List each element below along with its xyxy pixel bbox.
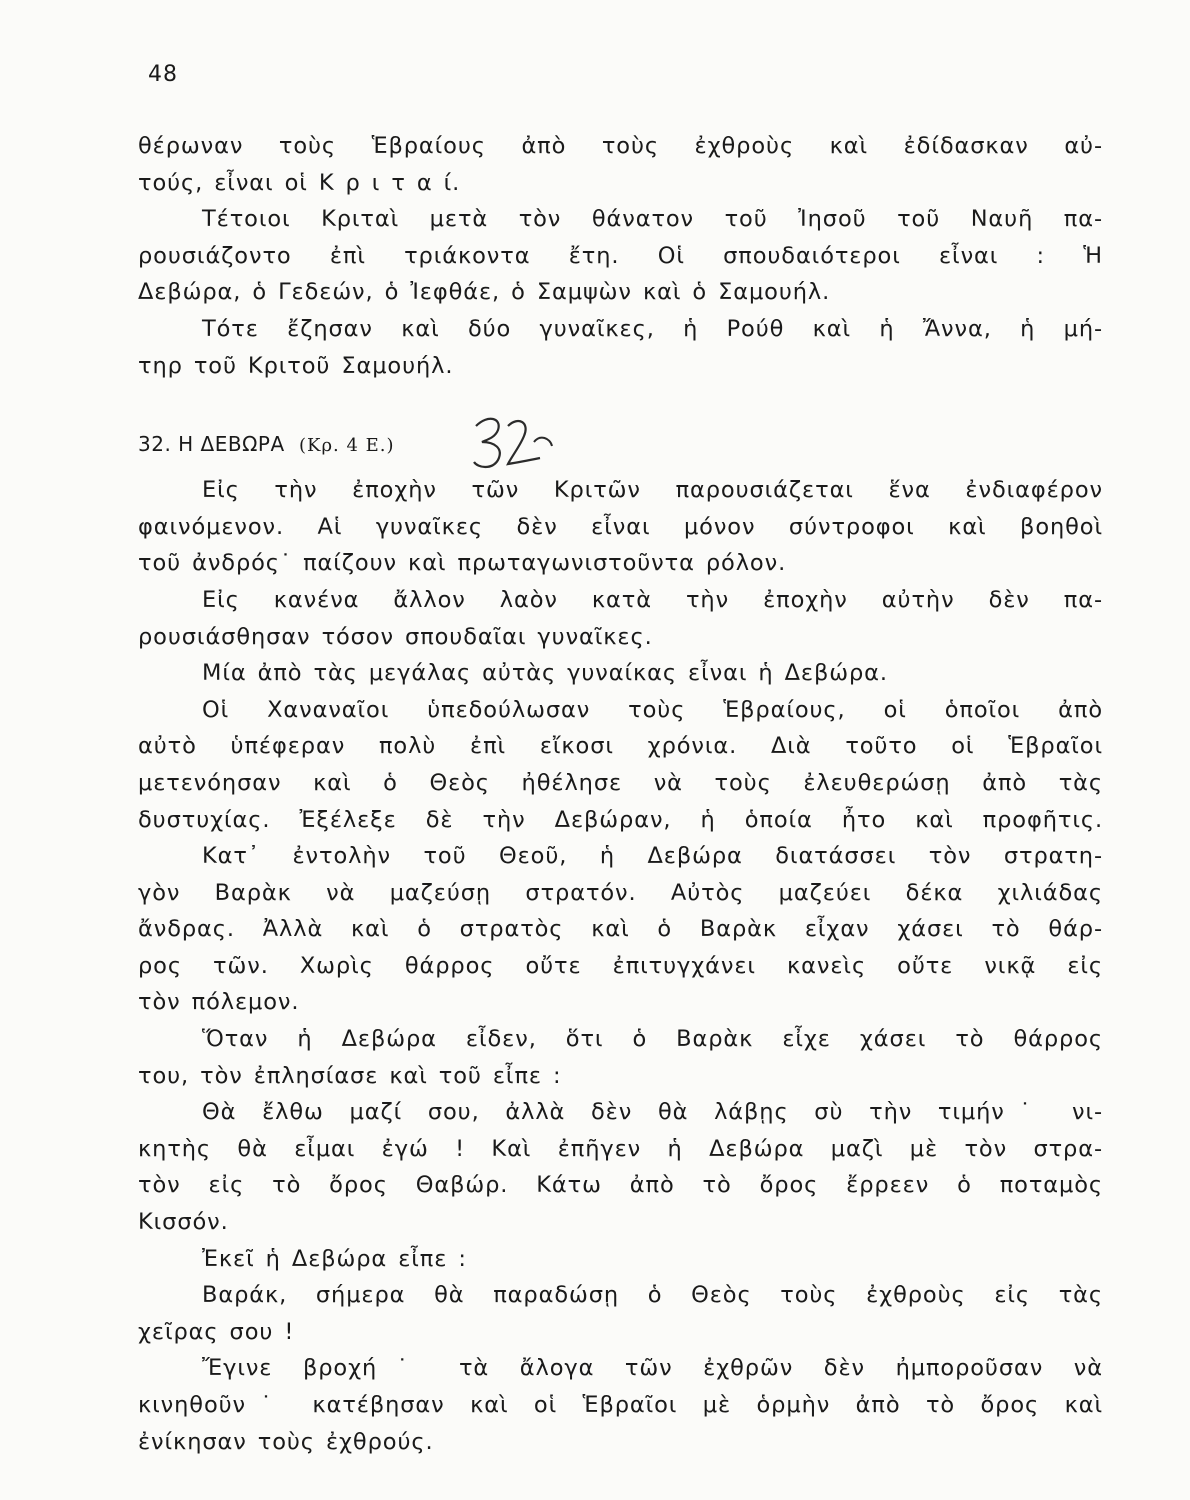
text-line: Θὰ ἔλθω μαζί σου, ἀλλὰ δὲν θὰ λάβῃς σὺ τὴν τιμήν˙ νι- xyxy=(202,1099,1103,1126)
text-line: Οἱ Χαναναῖοι ὑπεδούλωσαν τοὺς Ἑβραίους, οἱ ὁποῖοι ἀπὸ xyxy=(202,696,1103,723)
text-line: Δεβώρα, ὁ Γεδεών, ὁ Ἰεφθάε, ὁ Σαμψὼν καὶ ὁ Σαμουήλ. xyxy=(138,279,831,306)
text-line: τούς, εἶναι οἱ Κ ρ ι τ α ί. xyxy=(138,169,461,196)
handwritten-note-icon xyxy=(468,412,558,472)
text-line: ἐνίκησαν τοὺς ἐχθρούς. xyxy=(138,1428,434,1455)
page-number: 48 xyxy=(148,62,178,87)
text-line: Ἐκεῖ ἡ Δεβώρα εἶπε : xyxy=(202,1245,467,1272)
text-line: Κισσόν. xyxy=(138,1209,229,1236)
text-line: ρος τῶν. Χωρὶς θάρρος οὔτε ἐπιτυγχάνει κανεὶς οὔτε νικᾷ εἰς xyxy=(138,952,1103,979)
text-line: μετενόησαν καὶ ὁ Θεὸς ἠθέλησε νὰ τοὺς ἐλευθερώσῃ ἀπὸ τὰς xyxy=(138,769,1103,796)
text-line: δυστυχίας. Ἐξέλεξε δὲ τὴν Δεβώραν, ἡ ὁποία ἦτο καὶ προφῆτις. xyxy=(138,806,1103,833)
page-text xyxy=(138,128,1103,1460)
text-line: τηρ τοῦ Κριτοῦ Σαμουήλ. xyxy=(138,352,454,379)
text-line: Τέτοιοι Κριταὶ μετὰ τὸν θάνατον τοῦ Ἰησοῦ τοῦ Ναυῆ πα- xyxy=(202,206,1103,233)
text-line: χεῖρας σου ! xyxy=(138,1318,295,1345)
text-line: Μία ἀπὸ τὰς μεγάλας αὐτὰς γυναίκας εἶναι ἡ Δεβώρα. xyxy=(202,660,888,687)
text-line: Εἰς κανένα ἄλλον λαὸν κατὰ τὴν ἐποχὴν αὐτὴν δὲν πα- xyxy=(202,586,1103,613)
text-line: Βαράκ, σήμερα θὰ παραδώσῃ ὁ Θεὸς τοὺς ἐχθροὺς εἰς τὰς xyxy=(202,1282,1103,1309)
section-reference: (Κρ. 4 Ε.) xyxy=(298,435,395,457)
text-line: θέρωναν τοὺς Ἑβραίους ἀπὸ τοὺς ἐχθροὺς καὶ ἐδίδασκαν αὐ- xyxy=(138,133,1103,159)
text-line: φαινόμενον. Αἱ γυναῖκες δὲν εἶναι μόνον σύντροφοι καὶ βοηθοὶ xyxy=(138,513,1103,540)
text-line: ρουσιάζοντο ἐπὶ τριάκοντα ἔτη. Οἱ σπουδαιότεροι εἶναι : Ἡ xyxy=(138,242,1103,269)
text-line: Ἔγινε βροχή˙ τὰ ἄλογα τῶν ἐχθρῶν δὲν ἠμποροῦσαν νὰ xyxy=(202,1355,1103,1382)
text-line: γὸν Βαρὰκ νὰ μαζεύσῃ στρατόν. Αὐτὸς μαζεύει δέκα χιλιάδας xyxy=(138,879,1103,906)
section-heading xyxy=(138,424,1103,464)
text-line: Κατ᾽ ἐντολὴν τοῦ Θεοῦ, ἡ Δεβώρα διατάσσει τὸν στρατη- xyxy=(202,843,1103,870)
text-line: κητὴς θὰ εἶμαι ἐγώ ! Καὶ ἐπῆγεν ἡ Δεβώρα μαζὶ μὲ τὸν στρα- xyxy=(138,1135,1103,1162)
text-line: αὐτὸ ὑπέφεραν πολὺ ἐπὶ εἴκοσι χρόνια. Διὰ τοῦτο οἱ Ἑβραῖοι xyxy=(138,733,1103,760)
text-line: ρουσιάσθησαν τόσον σπουδαῖαι γυναῖκες. xyxy=(138,623,653,650)
text-line: Ὅταν ἡ Δεβώρα εἶδεν, ὅτι ὁ Βαρὰκ εἶχε χάσει τὸ θάρρος xyxy=(202,1026,1103,1053)
section-title: 32. Η ΔΕΒΩΡΑ xyxy=(138,432,285,457)
text-line: ἄνδρας. Ἀλλὰ καὶ ὁ στρατὸς καὶ ὁ Βαρὰκ εἶχαν χάσει τὸ θάρ- xyxy=(138,916,1103,943)
text-line: τὸν πόλεμον. xyxy=(138,989,300,1016)
text-line: του, τὸν ἐπλησίασε καὶ τοῦ εἶπε : xyxy=(138,1062,562,1089)
text-line: Τότε ἔζησαν καὶ δύο γυναῖκες, ἡ Ρούθ καὶ ἡ Ἄννα, ἡ μή- xyxy=(202,315,1103,342)
text-line: τοῦ ἀνδρός˙ παίζουν καὶ πρωταγωνιστοῦντα ρόλον. xyxy=(138,550,787,577)
text-line: Εἰς τὴν ἐποχὴν τῶν Κριτῶν παρουσιάζεται ἕνα ἐνδιαφέρον xyxy=(202,477,1103,504)
text-line: τὸν εἰς τὸ ὄρος Θαβώρ. Κάτω ἀπὸ τὸ ὄρος ἔρρεεν ὁ ποταμὸς xyxy=(138,1172,1103,1199)
text-line: κινηθοῦν˙ κατέβησαν καὶ οἱ Ἑβραῖοι μὲ ὁρμὴν ἀπὸ τὸ ὄρος καὶ xyxy=(138,1392,1103,1418)
